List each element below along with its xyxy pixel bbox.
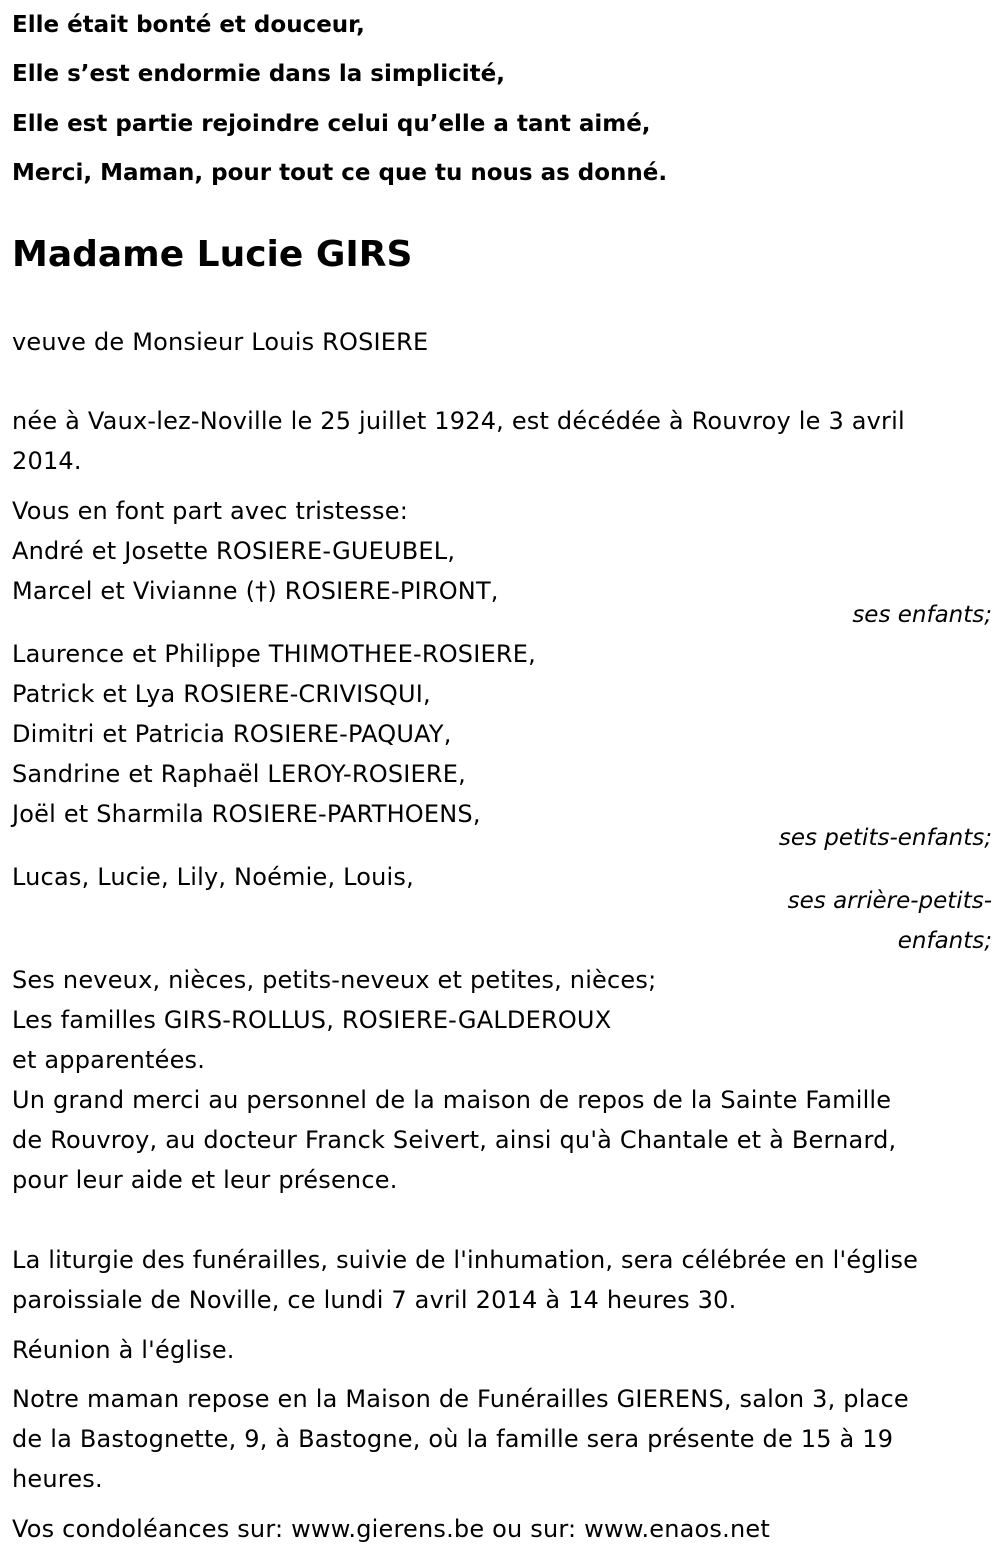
great-grandchildren-label: ses arrière-petits- [787,888,992,914]
grandchild-line: Sandrine et Raphaël LEROY-ROSIERE, [12,760,466,788]
repose-line: de la Bastognette, 9, à Bastogne, où la famille sera présente de 15 à 19 [12,1425,894,1453]
thanks-line: de Rouvroy, au docteur Franck Seivert, ainsi qu'à Chantale et à Bernard, [12,1126,897,1154]
great-grandchildren-line: Lucas, Lucie, Lily, Noémie, Louis, [12,863,414,891]
thanks-line: pour leur aide et leur présence. [12,1166,398,1194]
repose-line: Notre maman repose en la Maison de Funérailles GIERENS, salon 3, place [12,1385,909,1413]
announce-line: Vous en font part avec tristesse: [12,497,409,525]
thanks-line: Un grand merci au personnel de la maison de repos de la Sainte Famille [12,1086,892,1114]
birth-death-line: 2014. [12,447,82,475]
funeral-line: paroissiale de Noville, ce lundi 7 avril 2014 à 14 heures 30. [12,1286,737,1314]
poem-line: Merci, Maman, pour tout ce que tu nous as donné. [12,160,668,186]
birth-death-line: née à Vaux-lez-Noville le 25 juillet 1924, est décédée à Rouvroy le 3 avril [12,407,905,435]
deceased-name: Madame Lucie GIRS [12,234,413,275]
funeral-line: La liturgie des funérailles, suivie de l'inhumation, sera célébrée en l'église [12,1246,919,1274]
great-grandchildren-label: enfants; [897,928,992,954]
repose-line: heures. [12,1465,103,1493]
children-label: ses enfants; [852,602,992,628]
condolences-line: Vos condoléances sur: www.gierens.be ou sur: www.enaos.net [12,1515,770,1543]
poem-line: Elle s’est endormie dans la simplicité, [12,61,505,87]
meeting-line: Réunion à l'église. [12,1336,235,1364]
relatives-line: Les familles GIRS-ROLLUS, ROSIERE-GALDEROUX [12,1006,612,1034]
widow-of-line: veuve de Monsieur Louis ROSIERE [12,328,429,356]
grandchild-line: Patrick et Lya ROSIERE-CRIVISQUI, [12,680,431,708]
grandchildren-label: ses petits-enfants; [778,825,992,851]
relatives-line: et apparentées. [12,1046,206,1074]
child-line: Marcel et Vivianne (†) ROSIERE-PIRONT, [12,577,499,605]
poem-line: Elle est partie rejoindre celui qu’elle a tant aimé, [12,111,651,137]
grandchild-line: Joël et Sharmila ROSIERE-PARTHOENS, [12,800,481,828]
child-line: André et Josette ROSIERE-GUEUBEL, [12,537,456,565]
grandchild-line: Dimitri et Patricia ROSIERE-PAQUAY, [12,720,452,748]
grandchild-line: Laurence et Philippe THIMOTHEE-ROSIERE, [12,640,536,668]
relatives-line: Ses neveux, nièces, petits-neveux et petites, nièces; [12,966,657,994]
poem-line: Elle était bonté et douceur, [12,12,365,38]
